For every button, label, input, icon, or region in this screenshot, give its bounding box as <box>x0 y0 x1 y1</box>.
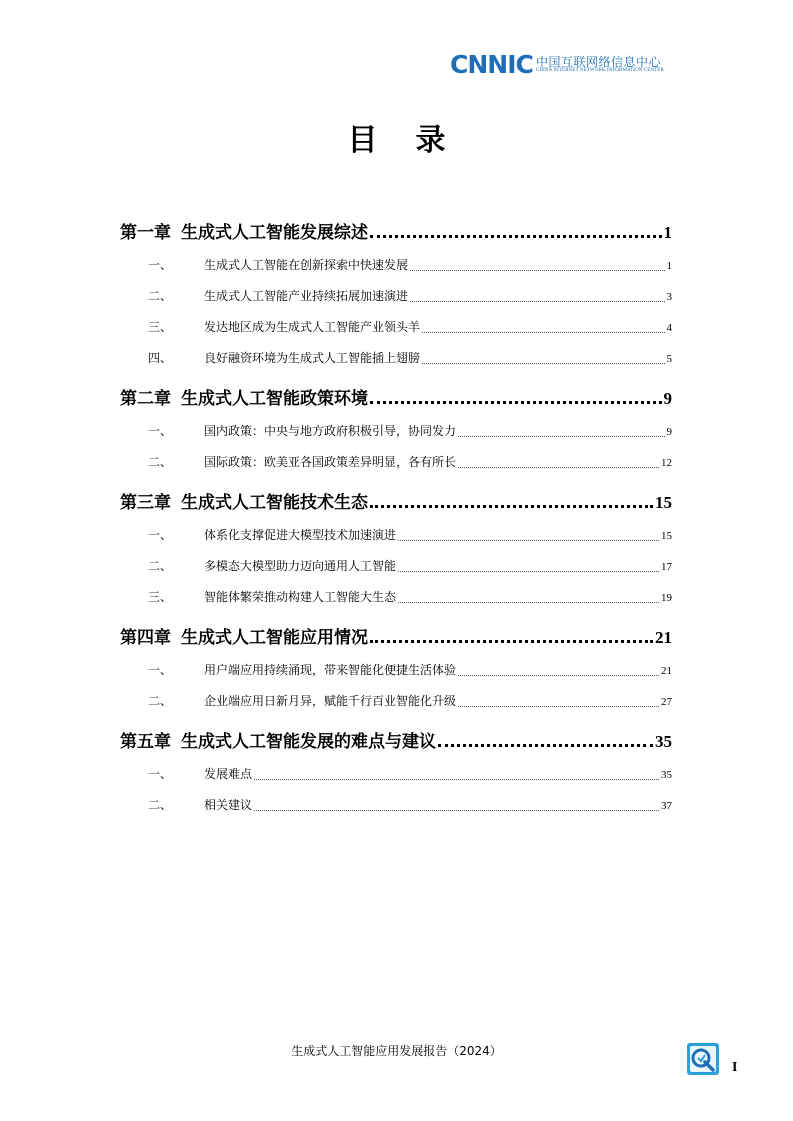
section-title: 生成式人工智能在创新探索中快速发展 <box>204 258 409 272</box>
dot-leader <box>458 467 659 468</box>
section-page: 4 <box>666 322 672 334</box>
chapter-page: 21 <box>655 628 672 647</box>
section-page: 9 <box>666 426 672 438</box>
dot-leader <box>398 602 659 603</box>
section-page: 37 <box>661 800 672 812</box>
chapter-number: 第一章 <box>120 223 171 243</box>
toc-section-row[interactable] <box>120 526 672 544</box>
section-number: 一、 <box>148 424 173 438</box>
section-title: 发达地区成为生成式人工智能产业领头羊 <box>204 320 421 334</box>
toc-section-row[interactable] <box>120 557 672 575</box>
section-title: 生成式人工智能产业持续拓展加速演进 <box>204 289 409 303</box>
chapter-page: 1 <box>663 223 672 242</box>
chapter-title: 生成式人工智能政策环境 <box>181 389 368 409</box>
dot-leader <box>422 363 664 364</box>
toc-section-row[interactable] <box>120 349 672 367</box>
dot-leader <box>458 436 664 437</box>
toc-section-row[interactable] <box>120 796 672 814</box>
toc-chapter-row[interactable] <box>120 488 672 512</box>
toc-section-row[interactable] <box>120 588 672 606</box>
dot-leader <box>370 235 662 238</box>
section-title: 用户端应用持续涌现，带来智能化便捷生活体验 <box>204 663 457 677</box>
dot-leader <box>370 505 653 508</box>
dot-leader <box>422 332 664 333</box>
section-page: 1 <box>666 260 672 272</box>
chapter-number: 第五章 <box>120 732 171 752</box>
page-title: 目录 <box>347 123 484 158</box>
chapter-number: 第二章 <box>120 389 171 409</box>
dot-leader <box>410 270 664 271</box>
toc-section-row[interactable] <box>120 661 672 679</box>
dot-leader <box>398 571 659 572</box>
chapter-page: 15 <box>655 493 672 512</box>
toc-chapter-row[interactable] <box>120 623 672 647</box>
section-page: 17 <box>661 561 672 573</box>
dot-leader <box>370 640 653 643</box>
section-page: 15 <box>661 530 672 542</box>
section-title: 企业端应用日新月异，赋能千行百业智能化升级 <box>204 694 457 708</box>
toc-section-row[interactable] <box>120 453 672 471</box>
section-number: 三、 <box>148 320 173 334</box>
chapter-number: 第三章 <box>120 493 171 513</box>
toc-section-row[interactable] <box>120 692 672 710</box>
section-page: 19 <box>661 592 672 604</box>
section-page: 5 <box>666 353 672 365</box>
chapter-title: 生成式人工智能应用情况 <box>181 628 368 648</box>
header-logo <box>450 52 675 78</box>
logo-chinese-name: 中国互联网络信息中心 <box>536 55 662 69</box>
chapter-number: 第四章 <box>120 628 171 648</box>
chapter-page: 9 <box>663 389 672 408</box>
section-number: 二、 <box>148 694 173 708</box>
chapter-title: 生成式人工智能技术生态 <box>181 493 368 513</box>
section-page: 21 <box>661 665 672 677</box>
section-title: 体系化支撑促进大模型技术加速演进 <box>204 528 397 542</box>
section-number: 一、 <box>148 528 173 542</box>
dot-leader <box>410 301 664 302</box>
section-page: 3 <box>666 291 672 303</box>
toc-section-row[interactable] <box>120 422 672 440</box>
section-title: 国际政策：欧美亚各国政策差异明显，各有所长 <box>204 455 457 469</box>
logo-english-name: CHINA INTERNET NETWORK INFORMATION CENTER <box>536 68 664 73</box>
toc-chapter-row[interactable] <box>120 727 672 751</box>
dot-leader <box>254 779 659 780</box>
toc-chapter-row[interactable] <box>120 384 672 408</box>
section-page: 35 <box>661 769 672 781</box>
section-title: 良好融资环境为生成式人工智能插上翅膀 <box>204 351 421 365</box>
section-page: 12 <box>661 457 672 469</box>
toc-section-row[interactable] <box>120 287 672 305</box>
section-title: 相关建议 <box>204 798 253 812</box>
toc-section-row[interactable] <box>120 318 672 336</box>
section-number: 一、 <box>148 258 173 272</box>
toc-section-row[interactable] <box>120 256 672 274</box>
dot-leader <box>370 401 662 404</box>
cnnic-logo-mark: CNNIC <box>450 50 533 79</box>
section-title: 智能体繁荣推动构建人工智能大生态 <box>204 590 397 604</box>
section-page: 27 <box>661 696 672 708</box>
section-number: 二、 <box>148 455 173 469</box>
section-number: 二、 <box>148 798 173 812</box>
chapter-title: 生成式人工智能发展综述 <box>181 223 368 243</box>
dot-leader <box>398 540 659 541</box>
section-number: 一、 <box>148 663 173 677</box>
section-title: 多模态大模型助力迈向通用人工智能 <box>204 559 397 573</box>
chapter-title: 生成式人工智能发展的难点与建议 <box>181 732 436 752</box>
chapter-page: 35 <box>655 732 672 751</box>
dot-leader <box>254 810 659 811</box>
toc-chapter-row[interactable] <box>120 218 672 242</box>
section-title: 国内政策：中央与地方政府积极引导，协同发力 <box>204 424 457 438</box>
section-number: 三、 <box>148 590 173 604</box>
section-number: 四、 <box>148 351 173 365</box>
toc-section-row[interactable] <box>120 765 672 783</box>
footer-report-title: 生成式人工智能应用发展报告（2024） <box>291 1044 502 1058</box>
cnnic-report-icon <box>686 1042 720 1076</box>
dot-leader <box>438 744 653 747</box>
dot-leader <box>458 706 659 707</box>
section-number: 二、 <box>148 559 173 573</box>
page-number: I <box>732 1060 738 1075</box>
section-title: 发展难点 <box>204 767 253 781</box>
section-number: 一、 <box>148 767 173 781</box>
section-number: 二、 <box>148 289 173 303</box>
dot-leader <box>458 675 659 676</box>
